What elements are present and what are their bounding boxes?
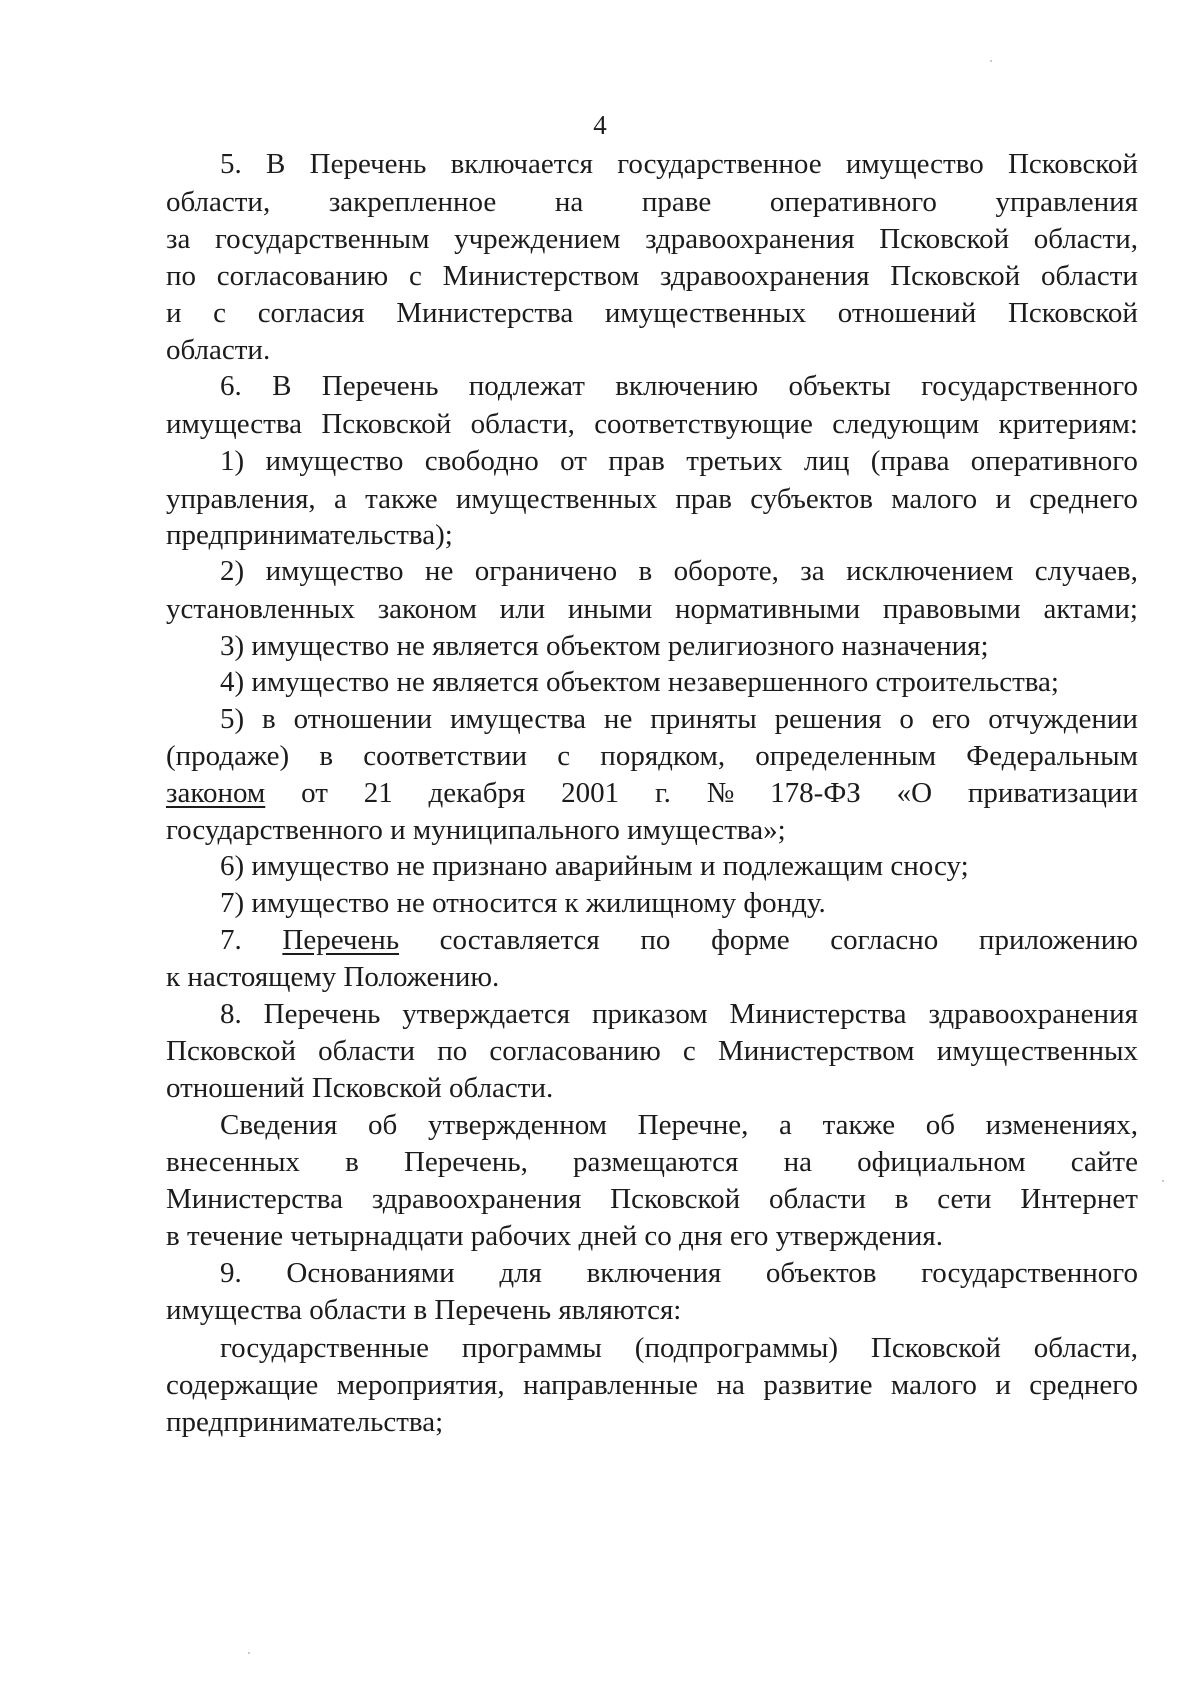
word: государственное	[617, 148, 822, 180]
scan-speck	[248, 1652, 250, 1654]
word: содержащие	[166, 1369, 319, 1401]
word: (подпрограммы)	[634, 1332, 839, 1364]
reference-link[interactable]: Перечень	[282, 924, 400, 956]
word: приказом	[591, 998, 708, 1030]
word: за	[800, 555, 825, 587]
scan-speck	[1162, 1180, 1164, 1182]
word: 1)	[220, 445, 245, 477]
word: праве	[641, 186, 712, 218]
word: на	[783, 1146, 812, 1178]
text-line: в течение четырнадцати рабочих дней со дня его утверждения.	[166, 1220, 944, 1252]
word: включения	[586, 1257, 722, 1289]
word: государственного	[921, 370, 1138, 402]
word: Псковской	[321, 408, 452, 440]
word: свободно	[424, 445, 539, 477]
word: составляется	[439, 924, 600, 956]
word: 21	[363, 777, 393, 809]
word: 6.	[220, 370, 242, 402]
word: малого	[891, 483, 978, 515]
word: (продаже)	[166, 740, 290, 772]
word: также	[365, 483, 438, 515]
word: актами;	[1043, 593, 1138, 625]
word: государственным	[214, 223, 430, 255]
text-line	[220, 1107, 1138, 1143]
word: включению	[615, 370, 759, 402]
word: Министерства	[396, 297, 574, 329]
word: мероприятия,	[336, 1369, 505, 1401]
word: Псковской	[890, 260, 1021, 292]
text-line	[220, 1330, 1138, 1366]
word: Министерством	[442, 260, 640, 292]
word: или	[499, 593, 546, 625]
word: порядком,	[600, 740, 726, 772]
word: управления	[995, 186, 1138, 218]
text-line	[220, 146, 1138, 182]
text-line	[166, 738, 1138, 774]
word: и	[995, 483, 1011, 515]
word: ограничено	[474, 555, 618, 587]
word: Псковской	[166, 1035, 296, 1067]
word: области,	[166, 186, 271, 218]
text-line	[220, 368, 1138, 404]
text-line	[166, 184, 1138, 220]
word: в	[638, 555, 653, 587]
word: 9.	[220, 1257, 242, 1289]
page-number: 4	[593, 110, 607, 140]
word: Министерством	[717, 1035, 915, 1067]
word: форме	[711, 924, 790, 956]
word: государственные	[220, 1332, 430, 1364]
word: №	[706, 777, 735, 809]
word: в	[319, 740, 334, 772]
word: Перечне,	[637, 1109, 749, 1141]
word: имущественных	[604, 297, 807, 329]
word: среднего	[1029, 483, 1138, 515]
word: прав	[608, 445, 665, 477]
word: а	[779, 1109, 792, 1141]
word: на	[554, 186, 584, 218]
word: субъектов	[750, 483, 873, 515]
word: Федеральным	[966, 740, 1138, 772]
word: соответствующие	[594, 408, 813, 440]
word: имущественных	[455, 483, 658, 515]
word: здравоохранения	[645, 223, 855, 255]
text-line: имущества области в Перечень являются:	[166, 1294, 682, 1326]
word: 5)	[220, 703, 245, 735]
word: отношений	[837, 297, 977, 329]
text-line	[166, 1367, 1138, 1403]
word: в	[345, 1146, 359, 1178]
word: оперативного	[970, 445, 1138, 477]
word: 7.	[220, 924, 242, 956]
word: согласия	[257, 297, 365, 329]
word: об	[925, 1109, 955, 1141]
word: внесенных	[166, 1146, 300, 1178]
word: согласно	[830, 924, 939, 956]
word: здравоохранения	[928, 998, 1138, 1030]
word: г.	[654, 777, 671, 809]
word: нормативными	[675, 593, 861, 625]
word: также	[822, 1109, 896, 1141]
word: приватизации	[967, 777, 1138, 809]
word: Основаниями	[286, 1257, 455, 1289]
word: отчуждении	[988, 703, 1138, 735]
scan-speck	[990, 60, 992, 62]
text-line	[220, 996, 1138, 1032]
word: с	[557, 740, 571, 772]
text-line	[166, 591, 1138, 627]
word: подлежат	[468, 370, 585, 402]
word: в	[894, 1183, 909, 1215]
word: и	[166, 297, 182, 329]
word: не	[603, 703, 633, 735]
word: с	[408, 260, 422, 292]
word: Министерства	[166, 1183, 343, 1215]
word: сети	[937, 1183, 992, 1215]
text-line: предпринимательства);	[166, 519, 453, 551]
word: имущественных	[936, 1035, 1138, 1067]
word: Псковской	[1007, 297, 1138, 329]
text-line	[166, 1181, 1138, 1217]
word: имущество	[845, 148, 984, 180]
word: с	[213, 297, 227, 329]
word: оперативного	[769, 186, 937, 218]
word: его	[931, 703, 971, 735]
word: области,	[470, 408, 575, 440]
word: утвержденном	[427, 1109, 608, 1141]
word: за	[166, 223, 191, 255]
word: об	[368, 1109, 398, 1141]
word: направленные	[523, 1369, 699, 1401]
word: установленных	[166, 593, 355, 625]
word: исключением	[846, 555, 1014, 587]
word: Сведения	[220, 1109, 338, 1141]
text-line	[220, 701, 1138, 737]
word: официальном	[857, 1146, 1026, 1178]
word: В	[266, 148, 286, 180]
word: лиц	[803, 445, 850, 477]
text-line: 6) имущество не признано аварийным и подлежащим сносу;	[220, 850, 969, 882]
word: «О	[896, 777, 933, 809]
word: 178-ФЗ	[770, 777, 861, 809]
word: о	[899, 703, 914, 735]
word: Псковской	[1007, 148, 1138, 180]
word: здравоохранения	[371, 1183, 582, 1215]
text-line	[220, 922, 1138, 958]
word: от	[301, 777, 328, 809]
word: третьих	[686, 445, 783, 477]
word: закрепленное	[328, 186, 497, 218]
word: определенным	[755, 740, 937, 772]
text-line: к настоящему Положению.	[166, 961, 500, 993]
text-line: государственного и муниципального имущества»;	[166, 814, 786, 846]
word: по	[437, 1035, 468, 1067]
word: законом	[377, 593, 477, 625]
word: 8.	[220, 998, 242, 1030]
word: программы	[461, 1332, 602, 1364]
word: области,	[1033, 223, 1138, 255]
text-line	[166, 221, 1138, 257]
word: Псковской	[870, 1332, 1001, 1364]
word: отношении	[293, 703, 433, 735]
word: 5.	[220, 148, 242, 180]
word: здравоохранения	[659, 260, 870, 292]
word: прав	[675, 483, 732, 515]
text-line: предпринимательства;	[166, 1406, 444, 1438]
word: следующим	[832, 408, 980, 440]
reference-link[interactable]: законом	[166, 777, 266, 809]
word: размещаются	[573, 1146, 739, 1178]
word: приложению	[978, 924, 1138, 956]
word: обороте,	[673, 555, 779, 587]
word: сайте	[1070, 1146, 1138, 1178]
text-line: 7) имущество не относится к жилищному фонду.	[220, 887, 826, 919]
word: правовыми	[882, 593, 1021, 625]
word: области	[768, 1183, 866, 1215]
text-line	[166, 258, 1138, 294]
word: случаев,	[1034, 555, 1138, 587]
word: 2001	[561, 777, 620, 809]
word: области	[1040, 260, 1138, 292]
word: области,	[1033, 1332, 1138, 1364]
text-line: 3) имущество не является объектом религиозного назначения;	[220, 630, 989, 662]
word: Министерства	[729, 998, 907, 1030]
word: решения	[774, 703, 882, 735]
text-line	[166, 406, 1138, 442]
word: Перечень,	[403, 1146, 528, 1178]
word: объекты	[788, 370, 891, 402]
text-line	[220, 553, 1138, 589]
text-line	[220, 1255, 1138, 1291]
text-line	[166, 1033, 1138, 1069]
word: Перечень	[321, 370, 439, 402]
word: и	[995, 1369, 1011, 1401]
word: учреждением	[454, 223, 621, 255]
word: согласованию	[216, 260, 389, 292]
word: утверждается	[402, 998, 571, 1030]
word: Перечень	[309, 148, 427, 180]
text-line	[166, 481, 1138, 517]
text-line	[166, 1144, 1138, 1180]
text-line: 4) имущество не является объектом незавершенного строительства;	[220, 666, 1059, 698]
word: развитие	[763, 1369, 873, 1401]
text-line	[166, 295, 1138, 331]
text-line	[220, 443, 1138, 479]
word: имущество	[265, 445, 404, 477]
word: согласованию	[489, 1035, 661, 1067]
word: по	[166, 260, 197, 292]
word: Псковской	[879, 223, 1010, 255]
word: Перечень	[263, 998, 381, 1030]
word: имущества	[166, 408, 303, 440]
text-line: отношений Псковской области.	[166, 1072, 554, 1104]
word: малого	[890, 1369, 977, 1401]
word: приняты	[650, 703, 757, 735]
word: критериям:	[998, 408, 1138, 440]
text-line	[166, 775, 1138, 811]
word: имущество	[265, 555, 404, 587]
word: от	[560, 445, 587, 477]
word: в	[262, 703, 276, 735]
word: имущества	[450, 703, 587, 735]
word: включается	[450, 148, 593, 180]
word: изменениях,	[985, 1109, 1138, 1141]
word: среднего	[1029, 1369, 1138, 1401]
word: по	[640, 924, 671, 956]
word: области	[318, 1035, 416, 1067]
word: иными	[567, 593, 653, 625]
word: а	[333, 483, 347, 515]
word: Интернет	[1020, 1183, 1138, 1215]
word: с	[682, 1035, 696, 1067]
word: не	[424, 555, 454, 587]
word: соответствии	[363, 740, 528, 772]
word: декабря	[428, 777, 526, 809]
word: В	[272, 370, 292, 402]
word: на	[716, 1369, 745, 1401]
text-line: области.	[166, 334, 271, 366]
word: государственного	[921, 1257, 1138, 1289]
word: для	[499, 1257, 542, 1289]
word: объектов	[765, 1257, 877, 1289]
word: (права	[870, 445, 950, 477]
word: управления,	[166, 483, 316, 515]
word: Псковской	[610, 1183, 741, 1215]
word: 2)	[220, 555, 245, 587]
